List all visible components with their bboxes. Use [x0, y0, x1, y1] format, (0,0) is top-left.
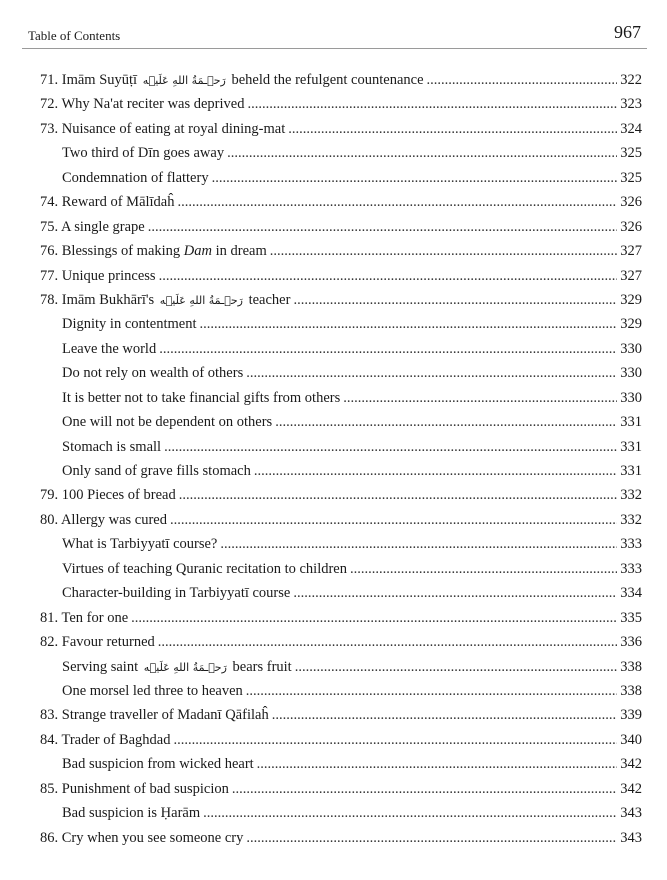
dot-leader [343, 386, 617, 410]
toc-page-number: 335 [620, 609, 642, 626]
toc-entry[interactable] [40, 92, 642, 116]
arabic-honorific: رَحۡـمَةُ اللهِ عَلَيۡه [142, 74, 226, 87]
toc-page-number: 330 [620, 340, 642, 357]
toc-entry-title [40, 117, 285, 141]
toc-page-number: 331 [620, 463, 642, 479]
toc-entry-title [40, 264, 156, 288]
toc-entry-title [40, 630, 155, 654]
toc-entry-number: 82. [40, 634, 59, 651]
dot-leader [350, 557, 617, 581]
toc-entry-title [40, 190, 175, 214]
toc-entry-title [62, 361, 243, 385]
toc-entry-title [40, 703, 269, 727]
toc-entry[interactable] [40, 264, 642, 288]
toc-subentry[interactable] [40, 410, 642, 434]
toc-entry-text: Only sand of grave fills stomach [62, 463, 251, 479]
toc-page-number: 323 [620, 96, 642, 113]
toc-entry-title [62, 141, 224, 165]
toc-entry-title [62, 557, 347, 581]
toc-page-number: 338 [620, 658, 642, 675]
toc-entry-title [62, 435, 161, 459]
toc-page-number: 330 [620, 365, 642, 382]
page-header [22, 22, 647, 49]
dot-leader [158, 630, 617, 654]
dot-leader [275, 410, 617, 434]
toc-subentry[interactable] [40, 166, 642, 190]
toc-entry[interactable] [40, 630, 642, 654]
toc-entry-text-suffix: teacher [248, 291, 291, 308]
toc-entry-title [40, 92, 244, 116]
toc-entry-text: Trader of Baghdad [61, 731, 171, 748]
toc-entry-title [40, 728, 171, 752]
toc-entry-number: 76. [40, 243, 59, 260]
toc-entry-text: Why Na'at reciter was deprived [61, 96, 245, 113]
toc-entry-title [62, 410, 272, 434]
toc-subentry[interactable] [40, 459, 642, 483]
toc-entry-number: 74. [40, 194, 59, 211]
toc-entry-title [40, 508, 167, 532]
toc-subentry[interactable] [40, 581, 642, 605]
toc-page-number: 327 [620, 267, 642, 284]
dot-leader [246, 826, 617, 850]
toc-entry-text: 100 Pieces of bread [61, 487, 176, 504]
toc-page-number: 325 [620, 169, 642, 186]
toc-subentry[interactable] [40, 435, 642, 459]
toc-entry-title [62, 386, 340, 410]
toc-entry-title [62, 801, 200, 825]
dot-leader [246, 679, 617, 703]
toc-entry-title [40, 239, 267, 263]
toc-entry-title [40, 68, 424, 93]
arabic-honorific: رَحۡـمَةُ اللهِ عَلَيۡه [159, 293, 243, 307]
dot-leader [288, 117, 617, 141]
toc-page-number: 325 [620, 145, 642, 162]
dot-leader [131, 606, 617, 630]
dot-leader [293, 288, 617, 312]
dot-leader [254, 459, 617, 483]
dot-leader [247, 92, 617, 116]
toc-page-number: 322 [620, 72, 642, 88]
table-of-contents [40, 68, 642, 850]
arabic-honorific: رَحۡـمَةُ اللهِ عَلَيۡه [143, 660, 227, 674]
toc-entry-title [40, 606, 128, 630]
toc-entry[interactable] [40, 190, 642, 214]
toc-entry-number: 86. [40, 829, 59, 846]
dot-leader [246, 361, 617, 385]
toc-page-number: 334 [620, 585, 642, 602]
toc-entry-number: 83. [40, 707, 59, 724]
toc-subentry[interactable] [40, 532, 642, 556]
toc-entry-text: Condemnation of flattery [62, 169, 209, 186]
toc-entry-number: 81. [40, 609, 59, 626]
toc-entry-text: Leave the world [62, 340, 157, 357]
toc-entry[interactable] [40, 508, 642, 532]
dot-leader [220, 532, 617, 556]
toc-entry-text: Favour returned [61, 634, 155, 651]
toc-entry[interactable] [40, 483, 642, 507]
toc-entry-number: 73. [40, 120, 59, 137]
toc-page-number: 338 [620, 682, 642, 699]
toc-entry-title [62, 752, 254, 776]
toc-page-number: 327 [620, 243, 642, 260]
toc-entry-text: Cry when you see someone cry [61, 829, 244, 846]
toc-entry[interactable] [40, 215, 642, 239]
toc-subentry[interactable] [40, 679, 642, 703]
toc-subentry[interactable] [40, 557, 642, 581]
toc-entry-text: One morsel led three to heaven [62, 682, 243, 699]
toc-entry-text: Ten for one [61, 609, 129, 626]
toc-entry-title [62, 337, 156, 361]
page-number: 967 [614, 22, 641, 42]
toc-entry[interactable] [40, 606, 642, 630]
toc-page-number: 342 [620, 756, 642, 773]
toc-page-number: 332 [620, 487, 642, 504]
dot-leader [232, 777, 617, 801]
toc-page-number: 343 [620, 829, 642, 846]
toc-page-number: 330 [620, 389, 642, 406]
toc-entry-title [62, 459, 251, 483]
toc-subentry[interactable] [40, 752, 642, 776]
toc-page-number: 326 [620, 218, 642, 235]
toc-subentry[interactable] [40, 386, 642, 410]
toc-entry-text: One will not be dependent on others [62, 414, 273, 431]
toc-entry-text: Character-building in Tarbiyyatī course [62, 585, 291, 602]
toc-entry-number: 72. [40, 96, 59, 113]
toc-entry[interactable] [40, 68, 642, 92]
toc-entry-title [62, 679, 243, 703]
toc-entry[interactable] [40, 288, 642, 312]
toc-entry-text: Strange traveller of Madanī Qāfilaĥ [61, 707, 269, 724]
toc-entry-text: Imām Bukhārī's [61, 291, 155, 308]
toc-entry-title [62, 166, 209, 190]
toc-entry-number: 80. [40, 511, 59, 528]
toc-entry-number: 79. [40, 487, 59, 504]
toc-entry-title [40, 483, 176, 507]
dot-leader [179, 483, 618, 507]
dot-leader [272, 703, 618, 727]
dot-leader [170, 508, 617, 532]
toc-entry-text: Allergy was cured [60, 511, 167, 528]
toc-entry-text: Unique princess [61, 267, 156, 284]
toc-page-number: 331 [620, 438, 642, 455]
toc-page-number: 333 [620, 560, 642, 577]
toc-entry-number: 85. [40, 780, 59, 797]
toc-entry-text: Blessings of making [61, 243, 184, 260]
toc-entry-text-suffix: bears fruit [232, 658, 292, 675]
toc-entry-text: Serving saint [62, 658, 139, 675]
dot-leader [293, 581, 617, 605]
toc-entry-title [62, 581, 290, 605]
dot-leader [257, 752, 618, 776]
toc-entry-title [62, 532, 217, 556]
dot-leader [174, 728, 618, 752]
toc-entry[interactable] [40, 777, 642, 801]
toc-subentry[interactable] [40, 337, 642, 361]
dot-leader [164, 435, 617, 459]
toc-entry-text: What is Tarbiyyatī course? [62, 536, 218, 553]
toc-entry-title [40, 826, 243, 850]
toc-entry-number: 71. [40, 72, 59, 88]
dot-leader [159, 264, 618, 288]
dot-leader [427, 68, 618, 92]
toc-entry-title [40, 288, 290, 313]
toc-entry-title [40, 215, 145, 239]
toc-entry-text: Bad suspicion is Ḥarām [62, 805, 201, 822]
toc-entry-title [62, 312, 197, 336]
toc-entry-italic-term: Dam [183, 243, 212, 260]
toc-entry-number: 84. [40, 731, 59, 748]
toc-entry-text: Punishment of bad suspicion [61, 780, 229, 797]
toc-page-number: 342 [620, 780, 642, 797]
dot-leader [178, 190, 618, 214]
toc-entry-text: Reward of Mālīdaĥ [61, 194, 175, 211]
toc-entry-title [62, 655, 292, 680]
toc-entry-text-suffix: beheld the refulgent countenance [231, 72, 424, 88]
dot-leader [227, 141, 617, 165]
toc-entry-title [40, 777, 229, 801]
toc-subentry[interactable] [40, 801, 642, 825]
dot-leader [295, 655, 618, 679]
toc-page-number: 324 [620, 120, 642, 137]
toc-subentry[interactable] [40, 361, 642, 385]
toc-entry-text: Bad suspicion from wicked heart [62, 756, 254, 773]
toc-page-number: 326 [620, 194, 642, 211]
toc-entry-text: Two third of Dīn goes away [62, 145, 225, 162]
toc-entry-text: It is better not to take financial gifts from others [62, 389, 341, 406]
toc-subentry[interactable] [40, 312, 642, 336]
toc-entry[interactable] [40, 117, 642, 141]
dot-leader [148, 215, 618, 239]
toc-entry[interactable] [40, 703, 642, 727]
toc-page-number: 329 [620, 316, 642, 333]
dot-leader [212, 166, 618, 190]
toc-entry-text: Do not rely on wealth of others [62, 365, 244, 382]
toc-page-number: 343 [620, 805, 642, 822]
toc-page-number: 331 [620, 414, 642, 431]
toc-entry-text: Nuisance of eating at royal dining-mat [61, 120, 286, 137]
toc-page-number: 333 [620, 536, 642, 553]
toc-entry-number: 77. [40, 267, 59, 284]
toc-entry[interactable] [40, 239, 642, 263]
toc-entry-text: Imām Suyūṭī [61, 72, 138, 88]
toc-page-number: 339 [620, 707, 642, 724]
toc-entry-number: 78. [40, 291, 59, 308]
toc-entry[interactable] [40, 826, 642, 850]
toc-entry-text: Stomach is small [62, 438, 162, 455]
toc-entry-number: 75. [40, 218, 59, 235]
toc-page-number: 329 [620, 291, 642, 308]
toc-entry[interactable] [40, 728, 642, 752]
dot-leader [270, 239, 617, 263]
toc-entry-text: Dignity in contentment [62, 316, 197, 333]
toc-page-number: 336 [620, 634, 642, 651]
dot-leader [159, 337, 617, 361]
toc-page-number: 340 [620, 731, 642, 748]
toc-subentry[interactable] [40, 655, 642, 679]
toc-entry-text-suffix: in dream [212, 243, 267, 260]
toc-entry-text: Virtues of teaching Quranic recitation to children [62, 560, 347, 577]
toc-entry-text: A single grape [60, 218, 145, 235]
dot-leader [203, 801, 617, 825]
dot-leader [200, 312, 618, 336]
toc-page-number: 332 [620, 511, 642, 528]
running-head-title: Table of Contents [28, 28, 121, 43]
toc-subentry[interactable] [40, 141, 642, 165]
